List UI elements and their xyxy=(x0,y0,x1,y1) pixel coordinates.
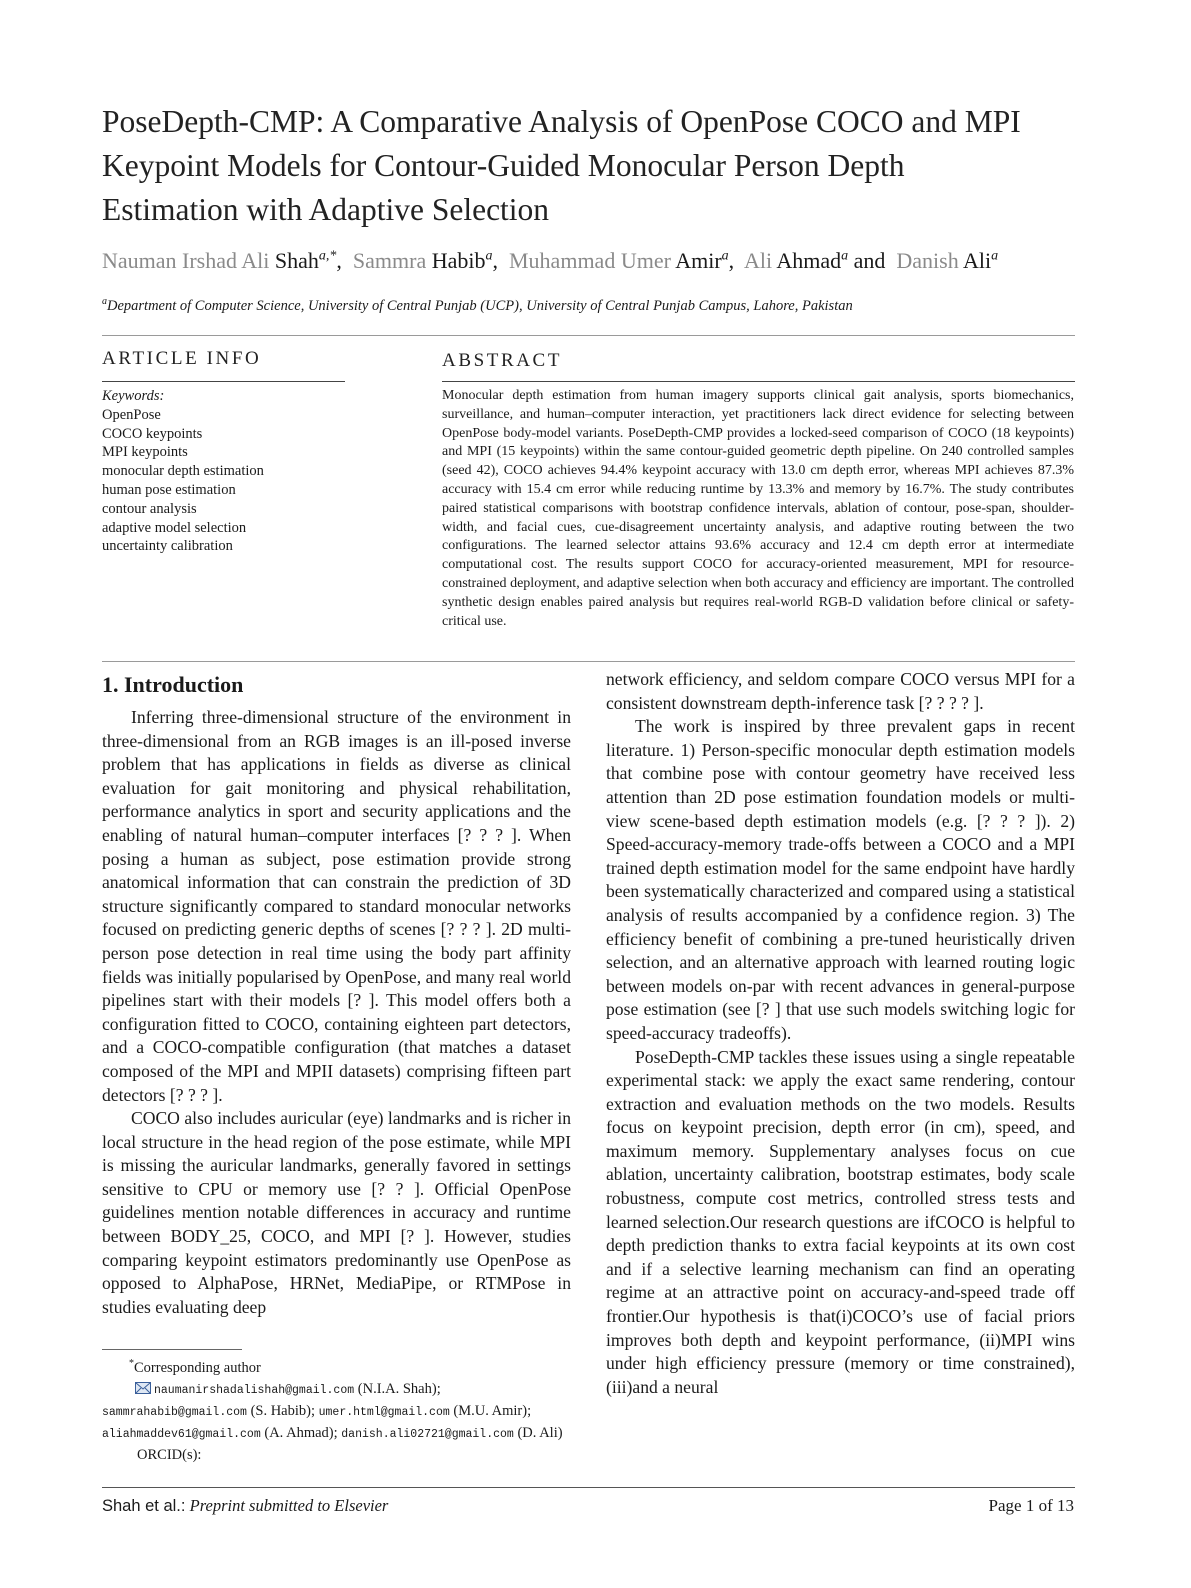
paragraph: COCO also includes auricular (eye) landmarks and is richer in local structure in the head region of the pose estimate, while MPI is missing the auricular landmarks, generally favored in settings sensitive to CPU or memory use [? ? ]. Official OpenPose guidelines mention notable differences in accuracy and runtime between BODY_25, COCO, and MPI [? ]. However, studies comparing keypoint estimators predominantly use OpenPose as opposed to AlphaPose, HRNet, MediaPipe, or RTMPose in studies evaluating deep xyxy=(102,1108,571,1317)
keyword: adaptive model selection xyxy=(102,519,247,536)
author-affiliation-mark: a xyxy=(721,248,729,264)
affiliation-mark: a xyxy=(102,296,107,308)
author-surname: Habib xyxy=(431,248,486,273)
email-owner: (N.I.A. Shah); xyxy=(357,1381,441,1397)
abstract-heading: ABSTRACT xyxy=(442,350,563,371)
affiliation-text: Department of Computer Science, University of Central Punjab (UCP), University of Central Punjab Campus, Lahore, Pakistan xyxy=(107,298,853,314)
article-info-heading: ARTICLE INFO xyxy=(102,348,262,369)
paper-title xyxy=(102,100,1102,232)
paragraph: Inferring three-dimensional structure of the environment in three-dimensional from an RGB images is an ill-posed inverse problem that has applications in fields as diverse as clinical evaluation for gait monitoring and physical rehabilitation, performance analytics in sport and security applications and the enabling of natural human–computer interfaces [? ? ? ]. When posing a human as subject, pose estimation provide strong anatomical information that can constrain the prediction of 3D structure significantly compared to standard monocular networks focused on predicting generic depths of scenes [? ? ? ]. 2D multi-person pose detection in real time using the body part affinity fields was initially popularised by OpenPose, and many real world pipelines start with their models [? ]. This model offers both a configuration fitted to COCO, containing eighteen part detectors, and a COCO-compatible configuration (that matches a dataset composed of the MPI and MPII datasets) comprising fifteen part detectors [? ? ? ]. xyxy=(102,707,571,1105)
author-separator: , xyxy=(728,248,735,273)
envelope-icon xyxy=(135,1382,151,1394)
orcid-label: ORCID(s): xyxy=(137,1447,202,1463)
author-affiliation-mark: a xyxy=(991,248,999,264)
title-line: Keypoint Models for Contour-Guided Monocular Person Depth xyxy=(102,148,905,183)
title-line: Estimation with Adaptive Selection xyxy=(102,192,550,227)
author-given-name: Muhammad Umer xyxy=(509,248,671,273)
left-column xyxy=(102,706,571,1319)
author-given-name: Danish xyxy=(896,248,959,273)
keywords-label: Keywords: xyxy=(102,388,165,404)
keywords-list xyxy=(102,387,342,556)
author-separator: , xyxy=(336,248,342,273)
footer-rule xyxy=(102,1487,1075,1488)
abstract-rule xyxy=(442,381,1075,382)
email-owner: (S. Habib); xyxy=(250,1403,315,1419)
author-given-name: Sammra xyxy=(352,248,427,273)
keyword: human pose estimation xyxy=(102,481,236,498)
author-given-name: Nauman Irshad Ali xyxy=(102,248,270,273)
running-footer xyxy=(102,1496,388,1516)
paragraph: The work is inspired by three prevalent gaps in recent literature. 1) Person-specific monocular depth estimation models that combine pose with contour geometry have received less attention than 2D pose estimation foundation models or multi-view scene-based depth estimation models (e.g. [? ? ? ]). 2) Speed-accuracy-memory trade-offs between a COCO and a MPI trained depth estimation model for the same endpoint have hardly been systematically characterized and compared using a statistical analysis of results accompanied by a confidence region. 3) The efficiency benefit of combining a pre-tuned heuristically driven selection, and an alternative approach with learned routing logic between models on-par with recent advances in general-purpose pose estimation (see [? ] that use such models switching logic for speed-accuracy tradeoffs). xyxy=(606,716,1075,1043)
paragraph: PoseDepth-CMP tackles these issues using a single repeatable experimental stack: we apply the exact same rendering, contour extraction and evaluation methods on the two models. Results focus on keypoint precision, depth error (in cm), speed, and maximum memory. Supplementary analyses focus on cue ablation, uncertainty calibration, bootstrap estimates, body scale robustness, compute cost metrics, controlled stress tests and learned selection.Our research questions are ifCOCO is helpful to depth prediction thanks to extra facial keypoints at its own cost and if a selective learning mechanism can find an operating regime at an attractive point on accuracy-and-speed trade off frontier.Our hypothesis is that(i)COCO’s use of facial priors improves both depth and keypoint performance, (ii)MPI wins under high efficiency pressure (memory or time constrained), (iii)and a neural xyxy=(606,1046,1075,1397)
abstract-divider xyxy=(102,661,1075,662)
keyword: monocular depth estimation xyxy=(102,463,264,480)
corresponding-author-note: Corresponding author xyxy=(134,1360,261,1376)
keyword: uncertainty calibration xyxy=(102,538,233,555)
email-address[interactable]: danish.ali02721@gmail.com xyxy=(341,1428,514,1441)
abstract-text: Monocular depth estimation from human imagery supports clinical gait analysis, sports biomechanics, surveillance, and human–computer interaction, yet practitioners lack direct evidence for selecting between OpenPose body-model variants. PoseDepth-CMP provides a locked-seed comparison of COCO (18 keypoints) and MPI (15 keypoints) within the same contour-guided geometric depth pipeline. On 240 controlled samples (seed 42), COCO achieves 94.4% keypoint accuracy with 13.0 cm depth error, whereas MPI achieves 87.3% accuracy with 15.4 cm error while reducing runtime by 13.3% and memory by 16.7%. The study contributes paired statistical comparisons with bootstrap confidence intervals, ablation of contour, pose-span, shoulder-width, and facial cues, cue-disagreement uncertainty analysis, and adaptive routing between the two configurations. The learned selector attains 93.6% accuracy and 12.4 cm depth error at intermediate computational cost. The results support COCO for accuracy-oriented measurement, MPI for resource-constrained deployment, and adaptive selection when both accuracy and efficiency are important. The controlled synthetic design enables paired analysis but requires real-world RGB-D validation before clinical or safety-critical use. xyxy=(442,388,1074,629)
keyword: contour analysis xyxy=(102,500,197,517)
section-heading-introduction: 1. Introduction xyxy=(102,672,244,697)
email-address[interactable]: aliahmaddev61@gmail.com xyxy=(102,1428,261,1441)
footnote-rule xyxy=(102,1349,242,1350)
email-owner: (D. Ali) xyxy=(517,1425,563,1441)
header-divider xyxy=(102,335,1075,336)
author-surname: Ahmad xyxy=(776,248,842,273)
author-affiliation-mark: a xyxy=(841,248,849,264)
keyword: MPI keypoints xyxy=(102,444,188,461)
email-address[interactable]: sammrahabib@gmail.com xyxy=(102,1406,247,1419)
author-separator: , xyxy=(492,248,498,273)
email-address[interactable]: umer.html@gmail.com xyxy=(318,1406,450,1419)
title-line: PoseDepth-CMP: A Comparative Analysis of OpenPose COCO and MPI xyxy=(102,104,1021,139)
page-number: Page 1 of 13 xyxy=(988,1496,1074,1515)
author-given-name: Ali xyxy=(743,248,773,273)
footer-venue: Preprint submitted to Elsevier xyxy=(189,1496,389,1515)
email-owner: (A. Ahmad); xyxy=(264,1425,338,1441)
footer-authors: Shah et al.: xyxy=(102,1497,186,1515)
email-address[interactable]: naumanirshadalishah@gmail.com xyxy=(154,1384,355,1397)
author-separator: and xyxy=(853,248,886,273)
paragraph: network efficiency, and seldom compare COCO versus MPI for a consistent downstream depth-inference task [? ? ? ? ]. xyxy=(606,669,1075,713)
footnote-mark: * xyxy=(129,1358,134,1370)
keyword: COCO keypoints xyxy=(102,425,203,442)
author-surname: Ali xyxy=(963,248,992,273)
keyword: OpenPose xyxy=(102,406,161,423)
right-column xyxy=(606,668,1075,1399)
footnotes xyxy=(102,1358,582,1466)
author-surname: Amir xyxy=(675,248,722,273)
author-affiliation-mark: a,* xyxy=(318,248,337,264)
email-owner: (M.U. Amir); xyxy=(453,1403,532,1419)
article-info-rule xyxy=(102,381,345,382)
author-list xyxy=(102,246,1102,276)
affiliation xyxy=(102,298,1102,315)
author-affiliation-mark: a xyxy=(485,248,493,264)
author-surname: Shah xyxy=(274,248,319,273)
